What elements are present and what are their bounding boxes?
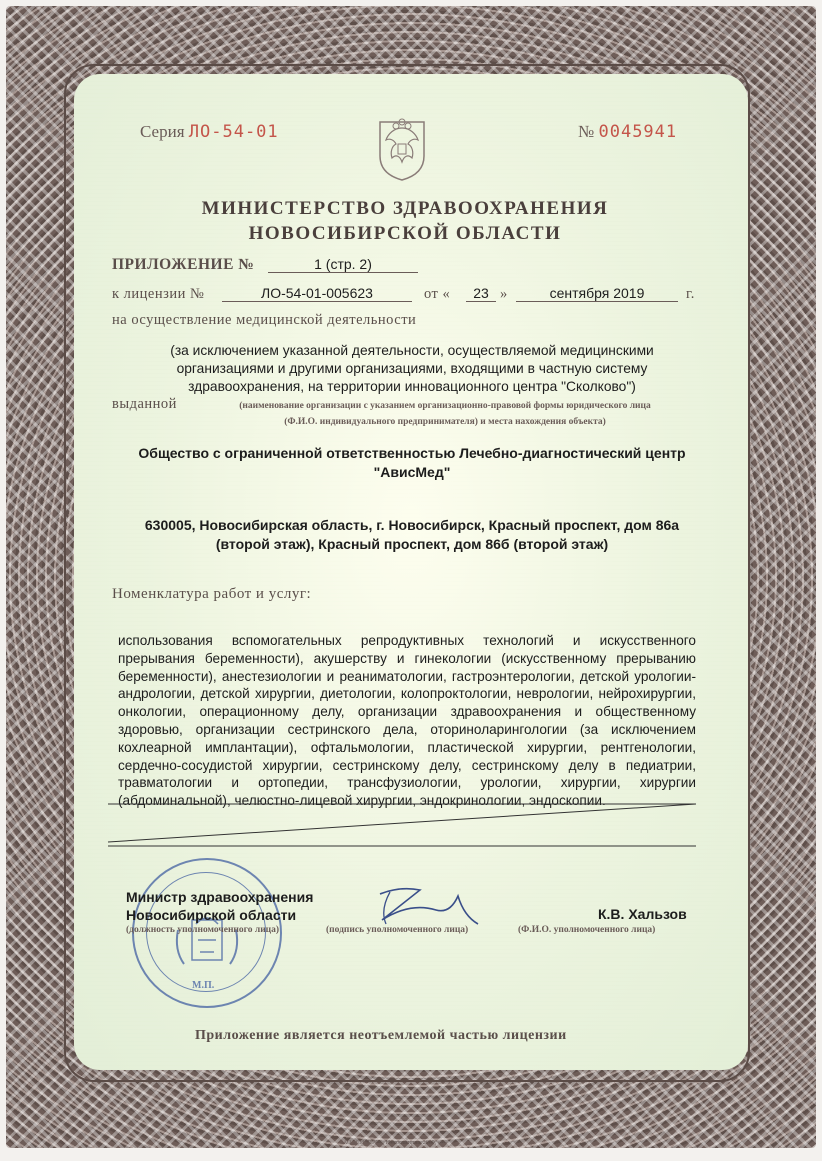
caption-position: (должность уполномоченного лица) (126, 925, 280, 935)
activity-label: на осуществление медицинской деятельности (112, 312, 417, 328)
closing-lines (104, 798, 704, 858)
ministry-title (120, 196, 690, 246)
number-label: № (578, 122, 595, 141)
series (140, 122, 279, 142)
stamp-mp: М.П. (192, 980, 215, 991)
series-label: Серия (140, 122, 185, 141)
address-line1: 630005, Новосибирская область, г. Новосибирск, Красный проспект, дом 86а (144, 517, 680, 533)
organization-name (112, 444, 712, 482)
ministry-line1: МИНИСТЕРСТВО ЗДРАВООХРАНЕНИЯ (201, 198, 609, 219)
printer-imprint: ЗАО «СИБПРО», Новосибирск, 2019, «Б» (340, 1140, 448, 1146)
org-line1: Общество с ограниченной ответственностью Лечебно-диагностический центр (138, 445, 686, 461)
license-close-quote: » (500, 286, 508, 302)
signer-name: К.В. Хальзов (598, 906, 687, 922)
position-line2: Новосибирской области (126, 907, 297, 923)
position-line1: Министр здравоохранения (126, 889, 314, 905)
license-date: сентября 2019 (516, 285, 678, 302)
ministry-line2: НОВОСИБИРСКОЙ ОБЛАСТИ (248, 223, 562, 244)
license-day: 23 (466, 285, 496, 302)
issued-label: выданной (112, 396, 177, 412)
license-label: к лицензии № (112, 286, 205, 302)
signatory-position (126, 888, 313, 924)
footer-note: Приложение является неотъемлемой частью лицензии (195, 1028, 567, 1043)
issued-note1: (наименование организации с указанием организационно-правовой формы юридического лица (239, 401, 651, 411)
activity-line3: здравоохранения, на территории инновационного центра "Сколково") (188, 379, 636, 394)
appendix-label: ПРИЛОЖЕНИЕ № (112, 256, 255, 273)
license-year-suffix: г. (686, 286, 695, 302)
address-line2: (второй этаж), Красный проспект, дом 86б (второй этаж) (215, 536, 609, 552)
license-from-label: от « (424, 286, 451, 302)
series-value: ЛО-54-01 (188, 122, 279, 142)
license-number: ЛО-54-01-005623 (222, 285, 412, 302)
russian-coat-of-arms-icon (372, 114, 432, 182)
org-line2: "АвисМед" (373, 464, 451, 480)
issued-note2: (Ф.И.О. индивидуального предпринимателя) и места нахождения объекта) (284, 417, 606, 427)
appendix-value: 1 (стр. 2) (268, 256, 418, 273)
nomenclature-text: использования вспомогательных репродуктивных технологий и искусственного прерывания беременности), акушерству и гинекологии (искусственному прерыванию беременности), анестезиологии и реаниматологии, гастроэнтерологии, детской урологии-андрологии, детской хирургии, диетологии, колопроктологии, неврологии, нейрохирургии, онкологии, операционному делу, организации здравоохранения и общественному здоровью, организации сестринского дела, оториноларингологии (за исключением кохлеарной имплантации), офтальмологии, пластической хирургии, рентгенологии, сердечно-сосудистой хирургии, сестринскому делу, сестринскому делу в педиатрии, травматологии и ортопедии, трансфузиологии, урологии, хирургии, хирургии (абдоминальной), челюстно-лицевой хирургии, эндокринологии, эндоскопии. (118, 633, 696, 809)
activity-line1: (за исключением указанной деятельности, осуществляемой медицинскими (170, 343, 654, 358)
number-value: 0045941 (598, 122, 678, 142)
activity-scope (112, 342, 712, 396)
form-number (578, 122, 677, 142)
caption-signature: (подпись уполномоченного лица) (326, 925, 469, 935)
activity-line2: организациями и другими организациями, входящими в частную систему (176, 361, 648, 376)
caption-name: (Ф.И.О. уполномоченного лица) (518, 925, 656, 935)
nomenclature-label: Номенклатура работ и услуг: (112, 586, 312, 602)
organization-address (112, 516, 712, 554)
